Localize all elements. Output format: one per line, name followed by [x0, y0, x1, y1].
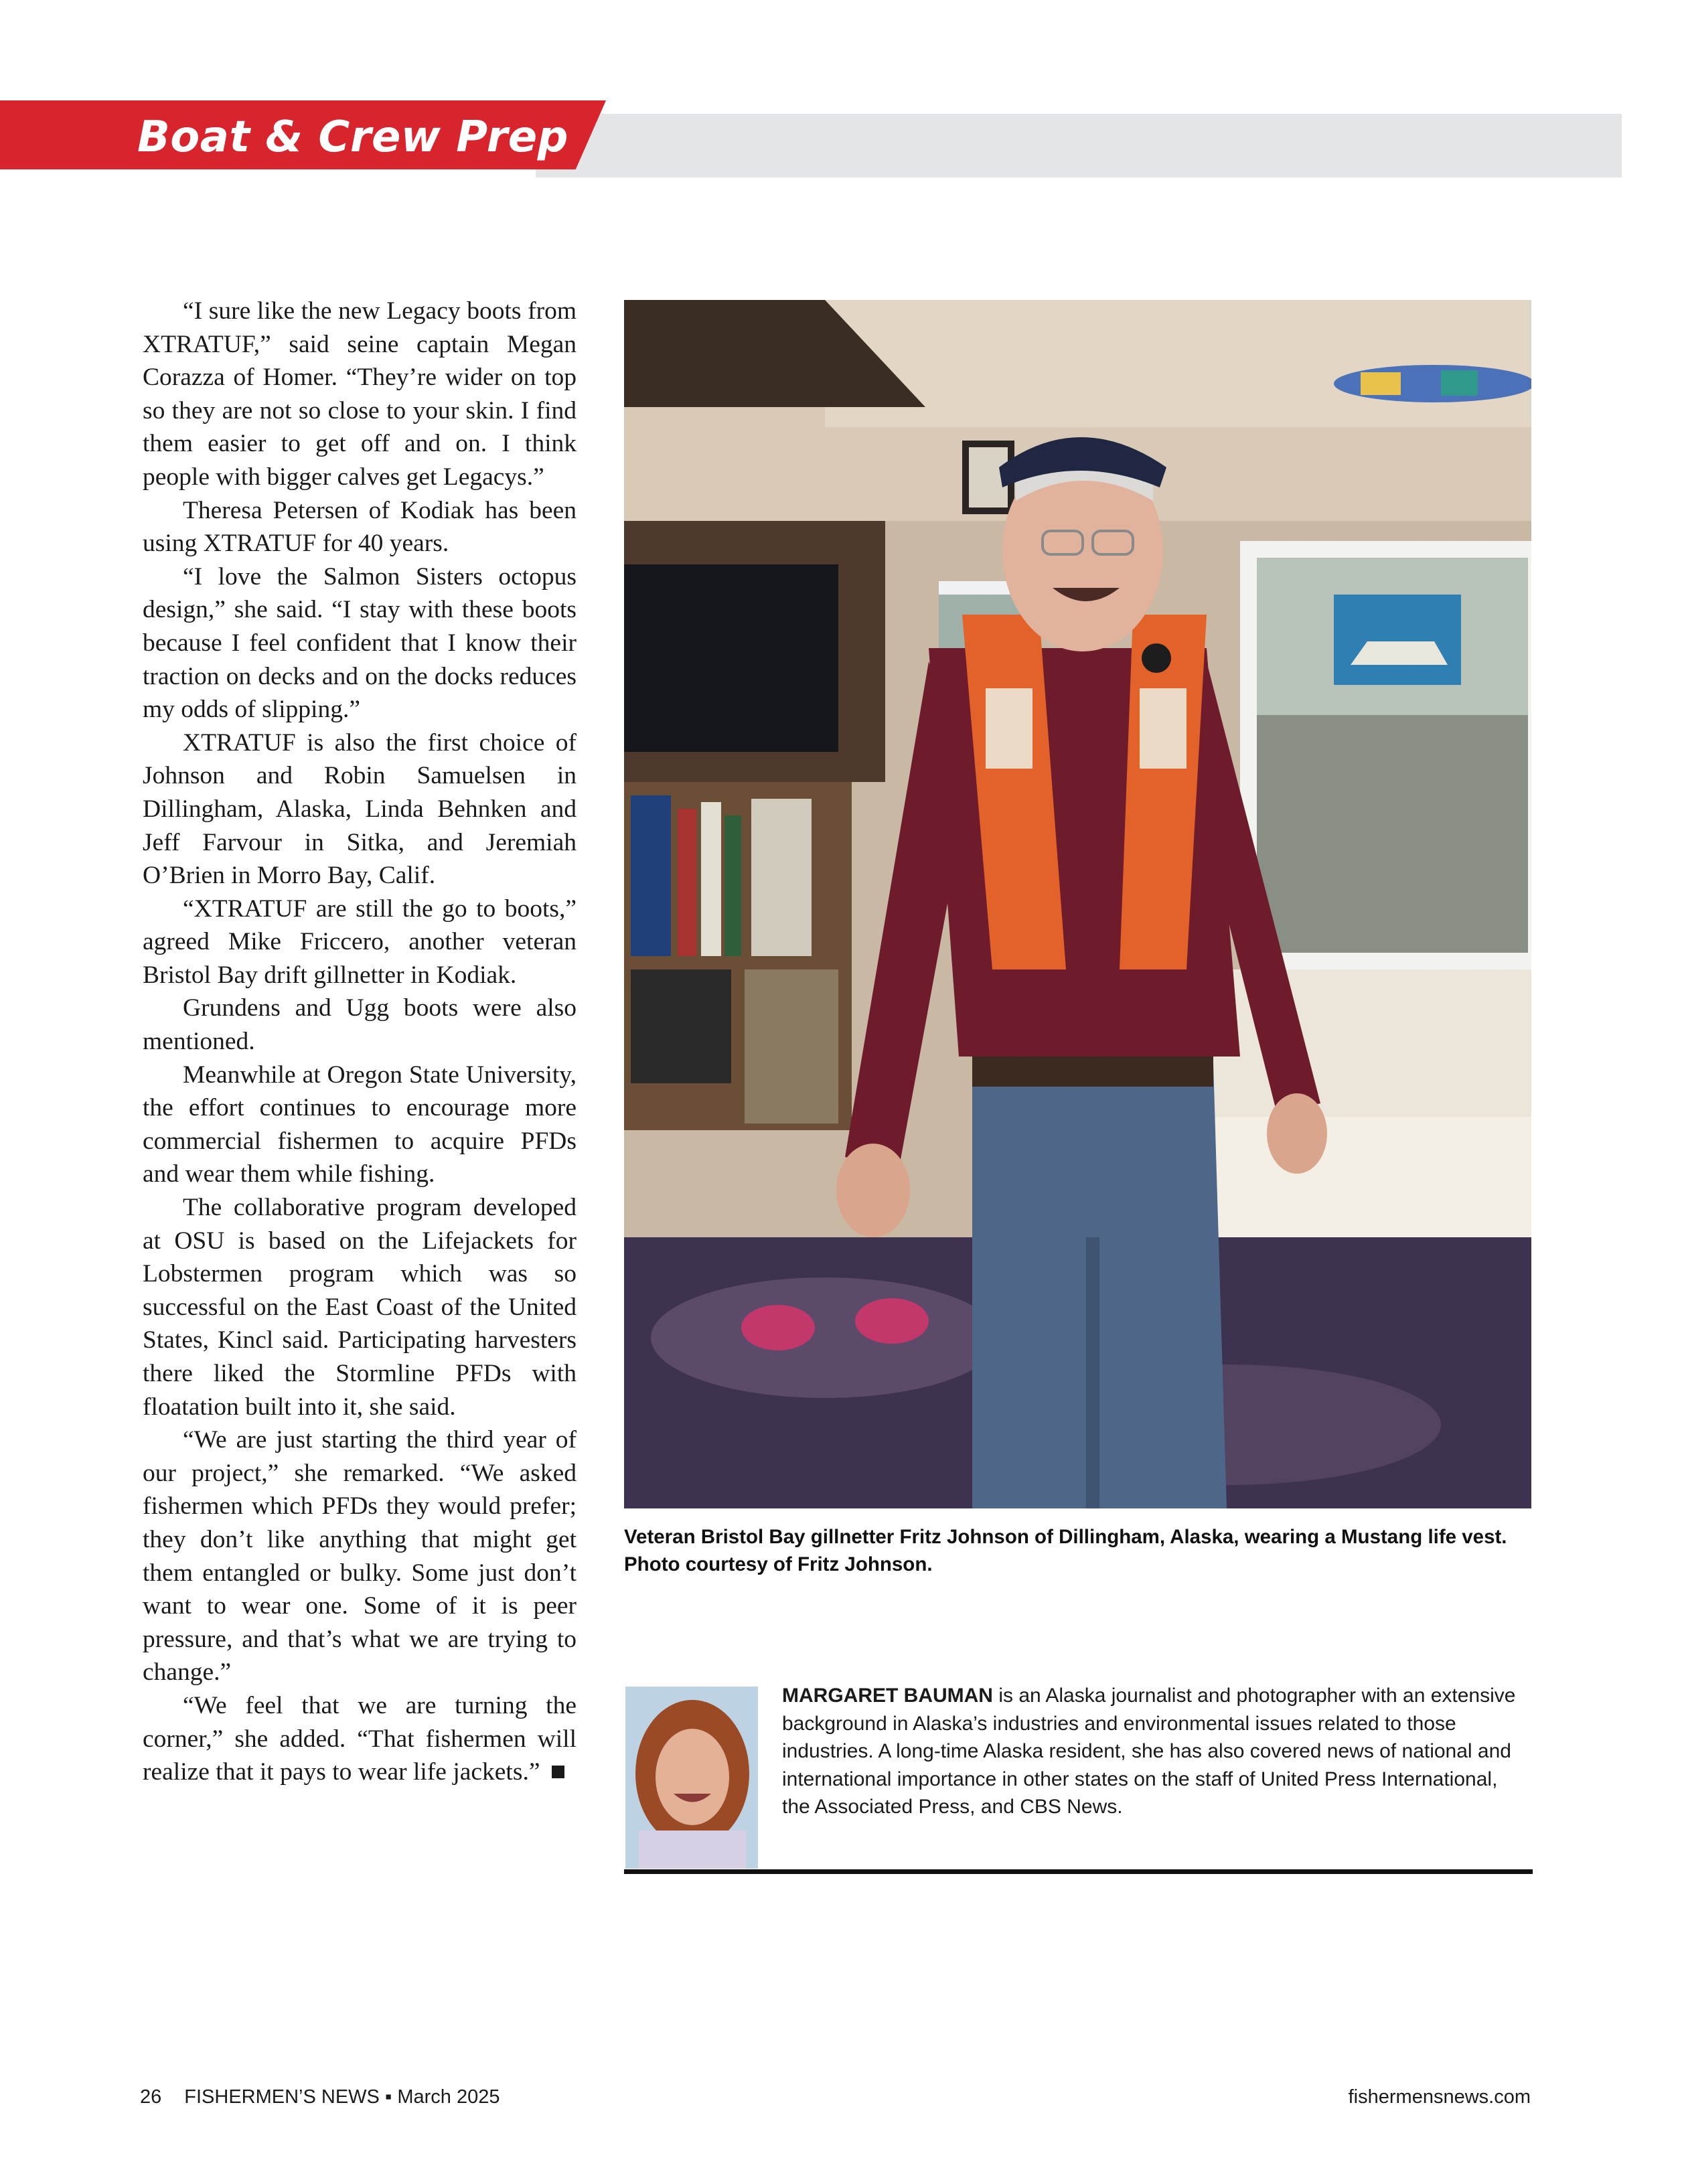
photo-caption	[624, 1523, 1535, 1578]
author-portrait-image	[625, 1687, 758, 1869]
article-paragraph: Meanwhile at Oregon State University, the effort continues to encourage more commercial fishermen to acquire PFDs and wear them while fishing.	[143, 1061, 577, 1188]
publication-name: FISHERMEN’S NEWS	[184, 2086, 380, 2108]
article-last-paragraph	[143, 1689, 577, 1789]
feature-photo	[624, 300, 1531, 1508]
article-paragraph: “I love the Salmon Sisters octopus design,” she said. “I stay with these boots because I feel confident that I know their traction on decks and on the docks reduces my odds of slipping.”	[143, 562, 577, 724]
article-paragraph: Theresa Petersen of Kodiak has been using XTRATUF for 40 years.	[143, 496, 577, 558]
article-body	[143, 295, 577, 1789]
author-bio	[782, 1682, 1529, 1821]
article-paragraph: Grundens and Ugg boots were also mentioned.	[143, 994, 577, 1056]
author-headshot	[625, 1687, 758, 1869]
article-paragraph: The collaborative program developed at OSU is based on the Lifejackets for Lobstermen program which was so successful on the East Coast of the United States, Kincl said. Participating harvesters there liked the Stormline PFDs with floatation built into it, she said.	[143, 1194, 577, 1421]
end-of-story-mark	[552, 1766, 564, 1778]
section-title: Boat & Crew Prep	[137, 112, 568, 162]
author-name: MARGARET BAUMAN	[782, 1685, 993, 1707]
photo-fisherman-in-life-vest	[624, 300, 1531, 1508]
photo-credit: Photo courtesy of Fritz Johnson.	[624, 1553, 933, 1575]
article-paragraph: “XTRATUF are still the go to boots,” agreed Mike Friccero, another veteran Bristol Bay drift gillnetter in Kodiak.	[143, 894, 577, 989]
footer-separator: ▪	[384, 2086, 392, 2108]
page-footer-left	[140, 2084, 500, 2110]
article-paragraph: “I sure like the new Legacy boots from XTRATUF,” said seine captain Megan Corazza of Homer. “They’re wider on top so they are not so close to your skin. I find them easier to get off and on. I think people with bigger calves get Legacys.”	[143, 297, 577, 491]
website-link[interactable]: fishermensnews.com	[1348, 2086, 1531, 2108]
article-paragraph: “We are just starting the third year of our project,” she remarked. “We asked fishermen which PFDs they would prefer; they don’t like anything that might get them entangled or bulky. Some just don’t want to wear one. Some of it is peer pressure, and that’s what we are trying to change.”	[143, 1426, 577, 1687]
issue-date: March 2025	[397, 2086, 500, 2108]
page-number: 26	[140, 2086, 162, 2108]
author-bio-text: is an Alaska journalist and photographer with an extensive background in Alaska’s industries and environmental issues related to those industries. A long-time Alaska resident, she has also covered news of national and international importance in other states on the staff of United Press International, the Associated Press, and CBS News.	[782, 1685, 1516, 1818]
section-banner-bar	[536, 114, 1622, 177]
article-paragraph: XTRATUF is also the first choice of Johnson and Robin Samuelsen in Dillingham, Alaska, Linda Behnken and Jeff Farvour in Sitka, and Jeremiah O’Brien in Morro Bay, Calif.	[143, 728, 577, 890]
bio-divider	[624, 1869, 1533, 1874]
article-paragraph-text: “We feel that we are turning the corner,” she added. “That fishermen will realize that it pays to wear life jackets.”	[143, 1691, 577, 1786]
caption-line: Veteran Bristol Bay gillnetter Fritz Johnson of Dillingham, Alaska, wearing a Mustang life vest.	[624, 1526, 1507, 1548]
